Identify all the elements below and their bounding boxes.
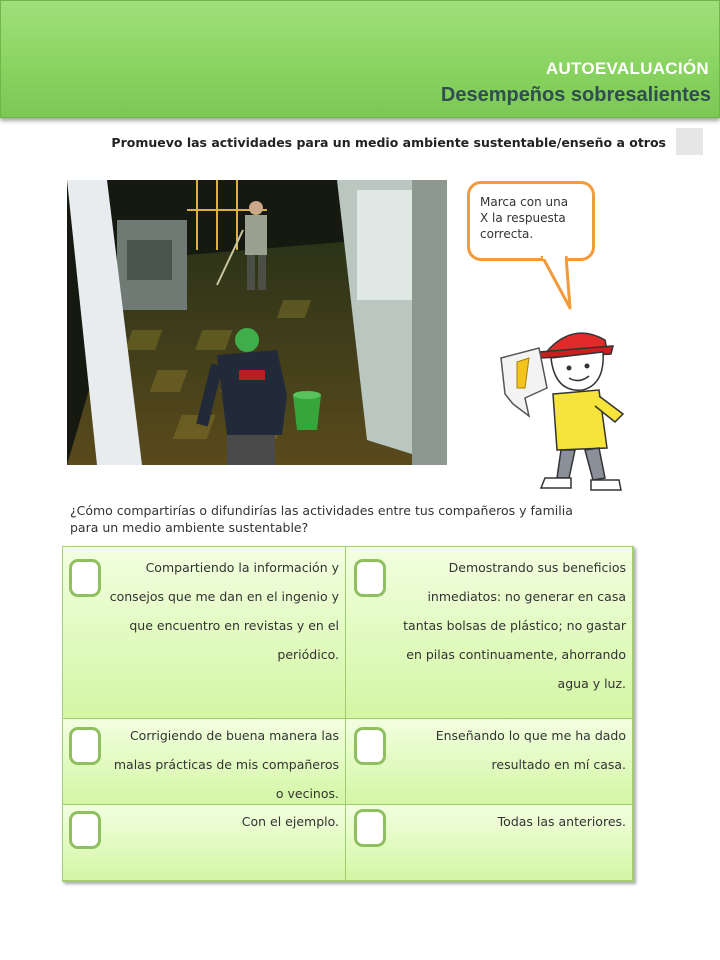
statement-marker: [676, 128, 703, 155]
header-banner: [0, 0, 720, 118]
mascot-worker-illustration: [495, 318, 635, 498]
option-text-6: Todas las anteriores.: [497, 814, 626, 829]
question-line-2: para un medio ambiente sustentable?: [70, 520, 309, 535]
option-text-2: Demostrando sus beneficios inmediatos: no generar en casa tantas bolsas de plástico; no gastar en pilas continuamente, ahorrando agua y luz.: [403, 560, 626, 691]
option-text-5: Con el ejemplo.: [241, 814, 339, 829]
page-title: AUTOEVALUACIÓN: [545, 59, 709, 78]
option-checkbox-3[interactable]: [69, 727, 101, 765]
page-subtitle: Desempeños sobresalientes: [440, 84, 711, 106]
instruction-bubble: [467, 181, 595, 261]
competency-statement: Promuevo las actividades para un medio ambiente sustentable/enseño a otros: [111, 135, 666, 150]
option-text-1: Compartiendo la información y consejos que me dan en el ingenio y que encuentro en revistas y en el periódico.: [109, 560, 339, 662]
option-cell-1: [63, 547, 346, 719]
question-text: [70, 502, 600, 536]
option-checkbox-6[interactable]: [354, 809, 386, 847]
option-checkbox-1[interactable]: [69, 559, 101, 597]
option-checkbox-4[interactable]: [354, 727, 386, 765]
option-cell-4: [346, 719, 633, 805]
option-checkbox-5[interactable]: [69, 811, 101, 849]
question-line-1: ¿Cómo compartirías o difundirías las actividades entre tus compañeros y familia: [70, 503, 573, 518]
option-cell-2: [346, 547, 633, 719]
bubble-tail: [538, 256, 578, 310]
instruction-line-1: Marca con una: [480, 195, 569, 209]
answer-options-grid: [62, 546, 634, 882]
option-cell-3: [63, 719, 346, 805]
option-text-3: Corrigiendo de buena manera las malas prácticas de mis compañeros o vecinos.: [113, 728, 339, 801]
workers-cleaning-photo: [67, 180, 447, 465]
instruction-line-2: X la respuesta: [480, 211, 566, 225]
instruction-line-3: correcta.: [480, 227, 534, 241]
option-text-4: Enseñando lo que me ha dado resultado en mí casa.: [435, 728, 626, 772]
option-cell-6: [346, 805, 633, 881]
option-checkbox-2[interactable]: [354, 559, 386, 597]
option-cell-5: [63, 805, 346, 881]
